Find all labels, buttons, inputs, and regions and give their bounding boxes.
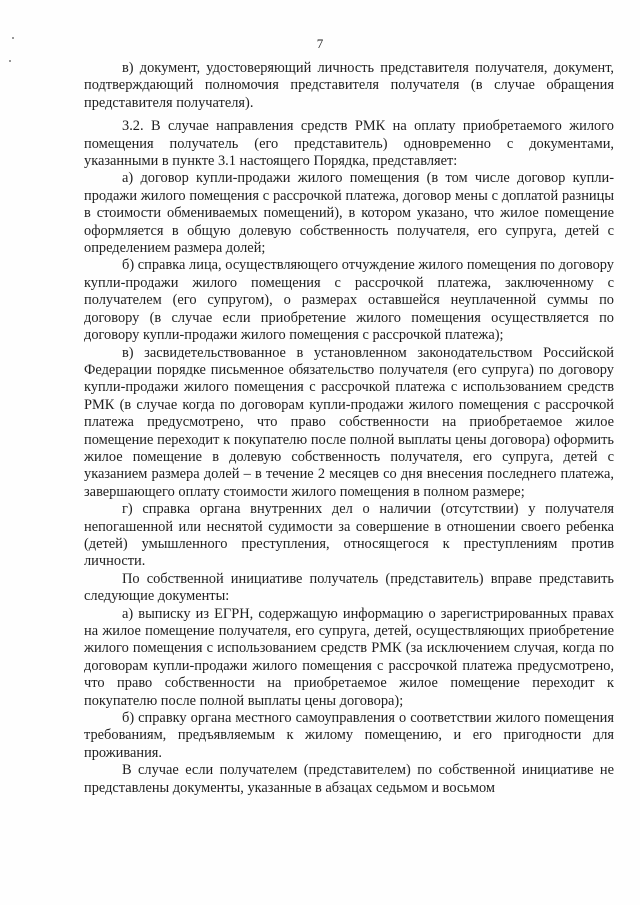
document-body xyxy=(84,60,614,797)
paragraph-item-a-purchase-contract: а) договор купли-продажи жилого помещения (в том числе договор купли-продажи жилого помещения с рассрочкой платежа, договор мены с доплатой разницы в стоимости обмениваемых помещений), в котором указано, что жилое помещение оформляется в общую долевую собственность получателя, его супруга, детей с определением размера долей; xyxy=(84,170,614,257)
scan-speck xyxy=(9,60,11,62)
paragraph-item-v-written-obligation: в) засвидетельствованное в установленном законодательством Российской Федерации порядке письменное обязательство получателя (его супруга) по договору купли-продажи жилого помещения с рассрочкой платежа с использованием средств РМК (в случае когда по договорам купли-продажи жилого помещения с рассрочкой платежа предусмотрено, что право собственности на приобретаемое жилое помещение переходит к покупателю после полной выплаты цены договора) оформить жилое помещение в долевую собственность получателя, его супруга, детей с указанием размера долей – в течение 2 месяцев со дня внесения последнего платежа, завершающего оплату стоимости жилого помещения в полном размере; xyxy=(84,344,614,500)
paragraph-item-b-local-authority-certificate: б) справку органа местного самоуправления о соответствии жилого помещения требованиям, предъявляемым к жилому помещению, и его пригодности для проживания. xyxy=(84,710,614,761)
paragraph-item-b-seller-certificate: б) справка лица, осуществляющего отчуждение жилого помещения по договору купли-продажи жилого помещения с рассрочкой платежа, заключенному с получателем (его супругом), о размерах оставшейся неуплаченной суммы по договору (в случае если приобретение жилого помещения осуществляется по договору купли-продажи жилого помещения с рассрочкой платежа); xyxy=(84,257,614,344)
paragraph-section-3-2: 3.2. В случае направления средств РМК на оплату приобретаемого жилого помещения получатель (его представитель) одновременно с документами, указанными в пункте 3.1 настоящего Порядка, представляет: xyxy=(84,118,614,170)
paragraph-item-a-egrn-extract: а) выписку из ЕГРН, содержащую информацию о зарегистрированных правах на жилое помещение получателя, его супруга, детей, осуществляющих приобретение жилого помещения с использованием средств РМК (за исключением случая, когда по договорам купли-продажи жилого помещения с рассрочкой платежа предусмотрено, что право собственности на приобретаемое жилое помещение переходит к покупателю после полной выплаты цены договора); xyxy=(84,605,614,709)
page-number: 7 xyxy=(316,36,324,51)
paragraph-item-g-criminal-record-certificate: г) справка органа внутренних дел о наличии (отсутствии) у получателя непогашенной или неснятой судимости за совершение в отношении своего ребенка (детей) умышленного преступления, относящегося к преступлениям против личности. xyxy=(84,501,614,570)
paragraph-not-submitted-documents: В случае если получателем (представителем) по собственной инициативе не представлены документы, указанные в абзацах седьмом и восьмом xyxy=(84,762,614,796)
paragraph-item-v-representative-id: в) документ, удостоверяющий личность представителя получателя, документ, подтверждающий полномочия представителя получателя (в случае обращения представителя получателя). xyxy=(84,60,614,111)
paragraph-own-initiative: По собственной инициативе получатель (представитель) вправе представить следующие документы: xyxy=(84,570,614,605)
